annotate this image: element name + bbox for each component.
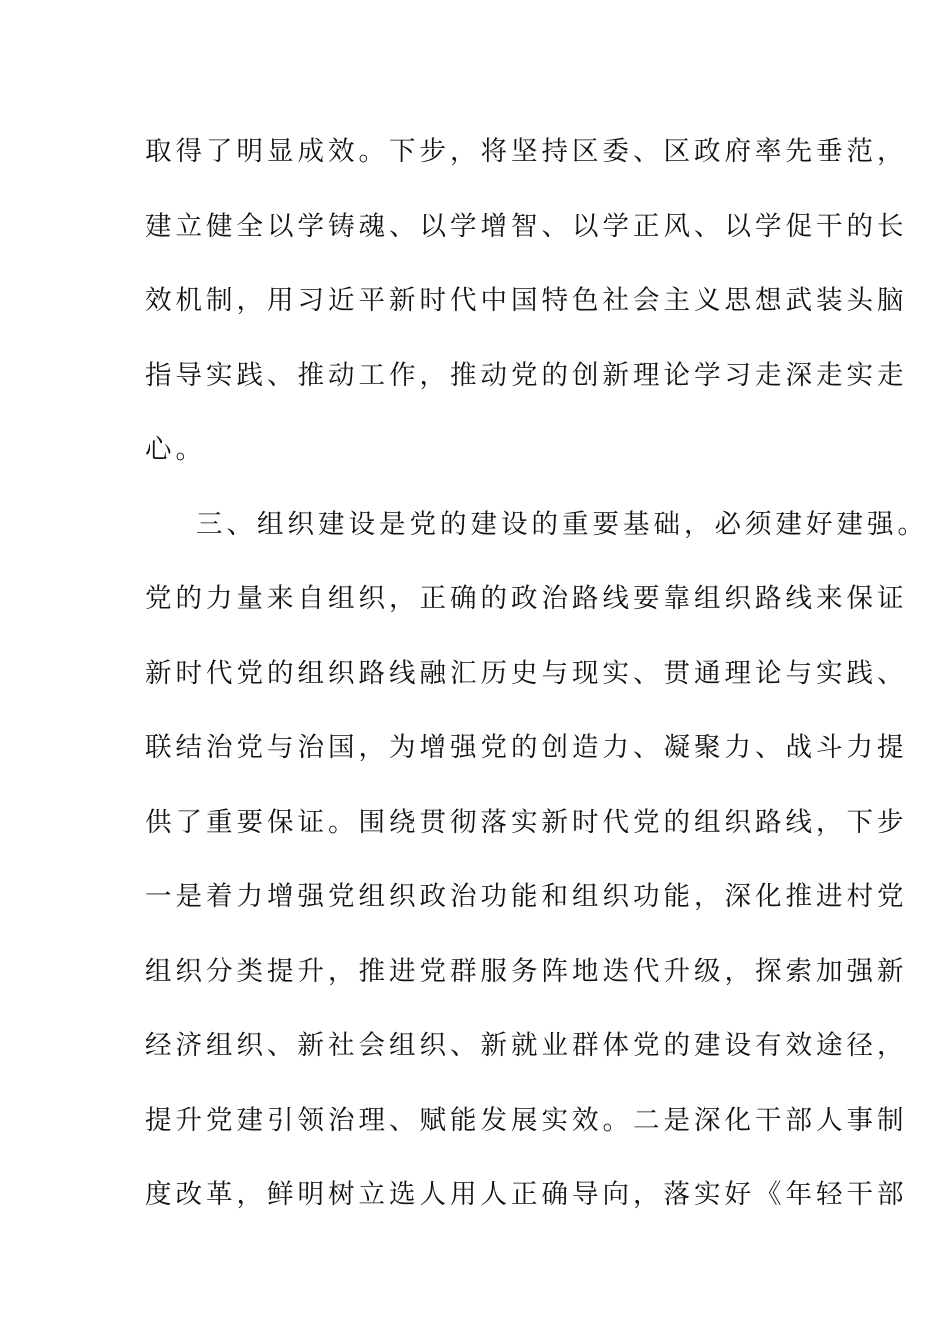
text-line: 组织分类提升，推进党群服务阵地迭代升级，探索加强新 bbox=[145, 956, 908, 987]
text-line: 一是着力增强党组织政治功能和组织功能，深化推进村党 bbox=[145, 881, 908, 912]
text-line: 指导实践、推动工作，推动党的创新理论学习走深走实走 bbox=[145, 360, 908, 391]
text-line: 供了重要保证。围绕贯彻落实新时代党的组织路线，下步 bbox=[145, 807, 908, 838]
text-line: 效机制，用习近平新时代中国特色社会主义思想武装头脑 bbox=[145, 285, 908, 316]
text-line: 新时代党的组织路线融汇历史与现实、贯通理论与实践、 bbox=[145, 658, 908, 689]
text-line: 取得了明显成效。下步，将坚持区委、区政府率先垂范， bbox=[145, 136, 908, 167]
text-line: 心。 bbox=[145, 434, 206, 465]
text-line: 提升党建引领治理、赋能发展实效。二是深化干部人事制 bbox=[145, 1105, 908, 1136]
text-line: 党的力量来自组织，正确的政治路线要靠组织路线来保证 bbox=[145, 583, 908, 614]
text-line: 度改革，鲜明树立选人用人正确导向，落实好《年轻干部 bbox=[145, 1179, 908, 1210]
text-line: 建立健全以学铸魂、以学增智、以学正风、以学促干的长 bbox=[145, 211, 908, 242]
text-line: 经济组织、新社会组织、新就业群体党的建设有效途径， bbox=[145, 1030, 908, 1061]
text-line: 联结治党与治国，为增强党的创造力、凝聚力、战斗力提 bbox=[145, 732, 908, 763]
section-heading-line: 三、组织建设是党的建设的重要基础，必须建好建强。 bbox=[196, 509, 928, 540]
